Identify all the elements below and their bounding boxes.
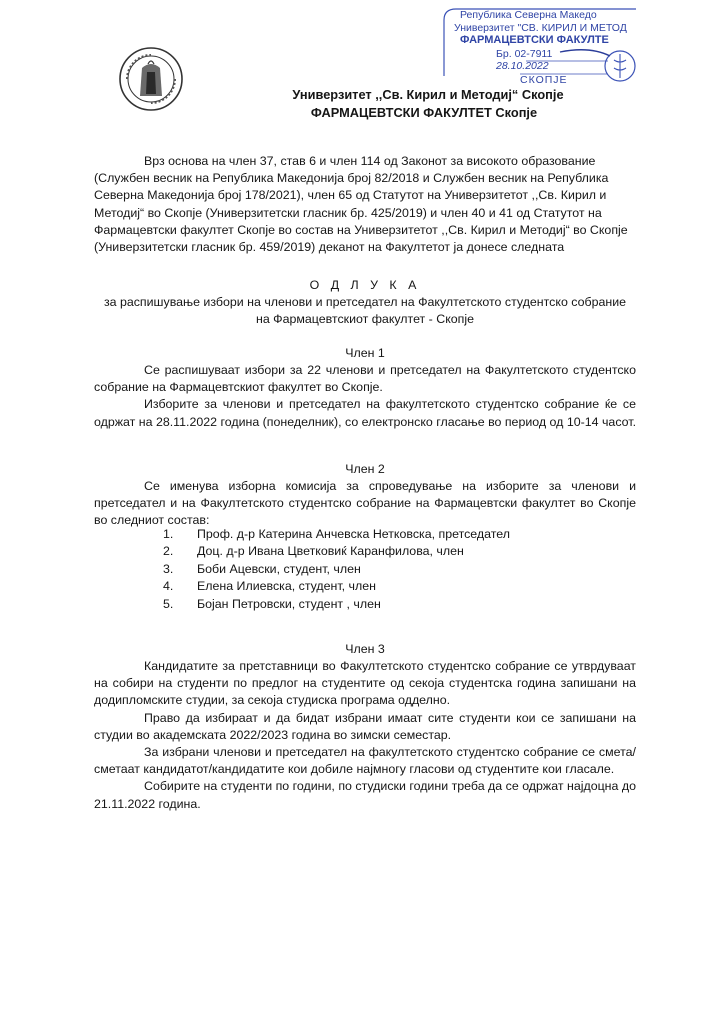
article-3-paragraph: За избрани членови и претседател на факултетското студентско собрание се смета/сметаат кандидатот/кандидатите кои добиле најмногу гласови од студентите кои гласале. xyxy=(94,745,636,777)
member-name: Елена Илиевска, студент, член xyxy=(197,579,376,594)
article-1-paragraph: Изборите за членови и претседател на факултетското студентско собрание ќе се одржат на 28.11.2022 година (понеделник), со електронско гласање во период од 10-14 часот. xyxy=(94,397,637,429)
article-1-title: Член 1 xyxy=(345,346,385,360)
faculty-registration-stamp xyxy=(440,6,640,90)
list-number: 3. xyxy=(163,561,174,576)
article-2-paragraph: Се именува изборна комисија за спроведување на изборите за членови и претседател и на Факултетското студентско собрание на Фармацевтски факултет во Скопје во следниот состав: xyxy=(94,479,636,528)
member-name: Боби Ацевски, студент, член xyxy=(197,561,361,576)
stamp-date: 28.10.2022 xyxy=(496,60,549,72)
list-item xyxy=(163,596,510,613)
member-name: Бојан Петровски, студент , член xyxy=(197,596,381,611)
stamp-city: СКОПЈЕ xyxy=(520,74,568,86)
faculty-name: ФАРМАЦЕВТСКИ ФАКУЛТЕТ Скопје xyxy=(310,105,538,120)
list-number: 4. xyxy=(163,579,174,594)
intro-line: Методиј“ во Скопје (Универзитетски гласник бр. 425/2019) и член 40 и 41 од Статутот на xyxy=(94,205,602,220)
stamp-number: Бр. 02-7911 xyxy=(496,48,553,60)
intro-line: Врз основа на член 37, став 6 и член 114 од Законот за високото образование xyxy=(144,154,596,168)
decision-subtitle-line: на Фармацевтскиот факултет - Скопје xyxy=(255,312,474,327)
article-3-paragraph: Кандидатите за претставници во Факултетското студентско собрание се утврдуваат на собири на студенти по предлог на студентите од секоја студентска година запишани на додипломските студии, за секоја студиска програма одделно. xyxy=(94,659,636,708)
list-item xyxy=(163,578,510,595)
intro-line: (Универзитетски гласник бр. 459/2019) деканот на Факултетот ја донесе следната xyxy=(94,240,565,255)
decision-title: О Д Л У К А xyxy=(309,278,421,292)
article-1-body xyxy=(94,362,636,431)
intro-line: (Службен весник на Република Македонија број 82/2018 и Службен весник на Република xyxy=(94,171,609,186)
article-3-paragraph: Право да избираат и да бидат избрани имаат сите студенти кои се запишани на студии во академската 2022/2023 година во зимски семестар. xyxy=(94,710,636,742)
article-1-paragraph: Се распишуваат избори за 22 членови и претседател на Факултетското студентско собрание на Фармацевтскиот факултет во Скопје. xyxy=(94,363,636,395)
decision-subtitle xyxy=(94,294,636,328)
intro-line: Северна Македонија број 178/2021), член 65 од Статутот на Универзитетот ,,Св. Кирил и xyxy=(94,188,607,203)
decision-subtitle-line: за распишување избори на членови и претседател на Факултетското студентско собрание xyxy=(103,295,627,309)
list-number: 5. xyxy=(163,596,174,611)
article-3-body xyxy=(94,658,636,813)
stamp-faculty: ФАРМАЦЕВТСКИ ФАКУЛТЕ xyxy=(460,34,609,46)
intro-paragraph xyxy=(94,153,636,256)
article-3-paragraph: Собирите на студенти по години, по студиски години треба да се одржат најдоцна до 21.11.2022 година. xyxy=(94,779,636,811)
list-number: 2. xyxy=(163,544,174,559)
stamp-country: Република Северна Македо xyxy=(460,9,597,21)
university-name: Универзитет ,,Св. Кирил и Методиј“ Скопје xyxy=(292,87,564,102)
member-name: Проф. д-р Катерина Анчевска Нетковска, претседател xyxy=(197,527,511,541)
election-commission-list xyxy=(163,526,510,613)
stamp-university: Универзитет "СВ. КИРИЛ И МЕТОД xyxy=(454,22,627,34)
member-name: Доц. д-р Ивана Цветковиќ Каранфилова, член xyxy=(197,544,464,559)
article-3-title: Член 3 xyxy=(345,642,385,656)
article-2-title: Член 2 xyxy=(345,462,385,476)
intro-line: Фармацевтски факултет Скопје во состав на Универзитетот ,,Св. Кирил и Методиј“ во Скопје xyxy=(94,222,628,237)
list-item xyxy=(163,561,510,578)
article-2-body xyxy=(94,478,636,530)
list-item xyxy=(163,526,510,543)
list-item xyxy=(163,543,510,560)
list-number: 1. xyxy=(163,527,174,541)
